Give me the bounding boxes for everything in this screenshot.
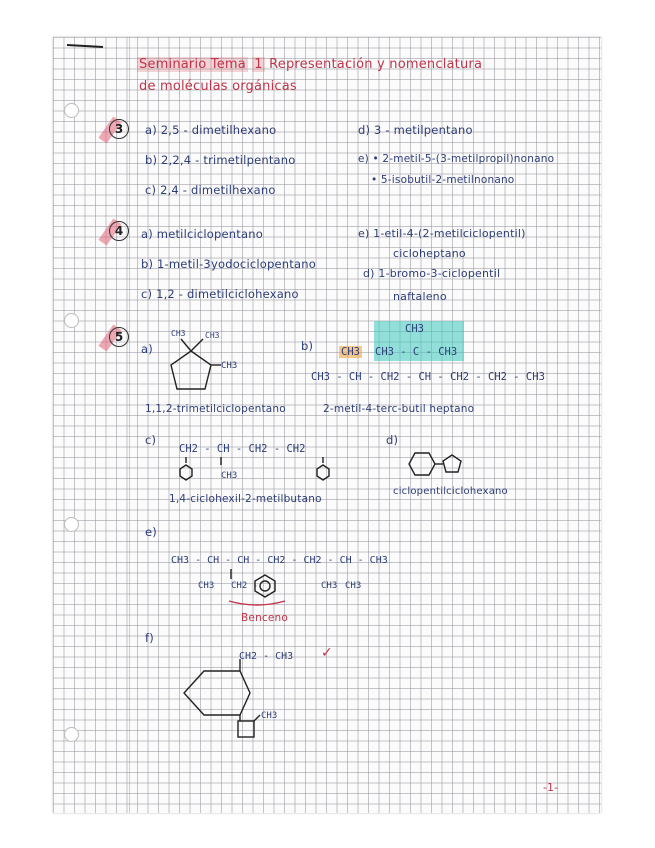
cyclohexane-cyclobutane-structure: [178, 659, 288, 749]
answer-5a-label: a): [141, 342, 153, 356]
page-number: -1-: [543, 781, 558, 794]
answer-4e-line2: cicloheptano: [393, 247, 466, 260]
answer-5f-label: f): [145, 631, 154, 645]
orange-highlight: CH3: [341, 346, 360, 358]
chem-group: [339, 346, 362, 358]
page-title-line2: de moléculas orgánicas: [139, 79, 297, 94]
answer-3e-line1: e) • 2-metil-5-(3-metilpropil)nonano: [358, 153, 555, 165]
answer-3b: b) 2,2,4 - trimetilpentano: [145, 153, 296, 167]
answer-5d-name: ciclopentilciclohexano: [393, 486, 508, 497]
answer-3a: a) 2,5 - dimetilhexano: [145, 123, 277, 137]
chem-main-chain: CH3 - CH - CH2 - CH - CH2 - CH2 - CH3: [311, 371, 545, 383]
margin-line: [129, 37, 130, 813]
answer-5b-label: b): [301, 339, 314, 353]
chem-main-chain: CH3 - CH - CH - CH2 - CH2 - CH - CH3: [171, 555, 388, 566]
answer-4a: a) metilciclopentano: [141, 227, 263, 241]
binder-hole: [64, 103, 79, 118]
page-title-line1: [137, 57, 482, 72]
substituent-label: CH3: [205, 331, 220, 340]
bicyclic-structure: [403, 451, 468, 479]
answer-5c-label: c): [145, 433, 157, 447]
answer-5b-name: 2-metil-4-terc-butil heptano: [323, 403, 475, 415]
substituent-label: CH3: [221, 471, 238, 481]
substituent-label: CH3: [261, 711, 278, 721]
answer-4d-line2: naftaleno: [393, 290, 447, 303]
chem-group: CH3 - C - CH3: [375, 346, 458, 358]
cyclohexyl-rings: [181, 457, 331, 485]
substituent-label: CH3: [171, 329, 186, 338]
chem-group: CH3: [405, 323, 424, 335]
chem-group: CH2 - CH3: [239, 651, 294, 662]
answer-3e-line2: • 5-isobutil-2-metilnonano: [371, 174, 515, 186]
substituent-label: CH3: [198, 581, 215, 591]
chem-main-chain: CH2 - CH - CH2 - CH2: [179, 443, 306, 455]
answer-4c: c) 1,2 - dimetilciclohexano: [141, 287, 299, 301]
benzene-structure: [223, 569, 293, 609]
check-mark: ✓: [321, 645, 333, 661]
top-rule-mark: [67, 44, 103, 48]
title-part: 1: [254, 57, 263, 72]
substituent-label: CH3: [345, 581, 362, 591]
substituent-label: CH3: [321, 581, 338, 591]
answer-3c: c) 2,4 - dimetilhexano: [145, 183, 276, 197]
answer-5a-name: 1,1,2-trimetilciclopentano: [145, 403, 286, 415]
substituent-label: CH3: [221, 361, 238, 371]
answer-3d: d) 3 - metilpentano: [358, 123, 473, 137]
cyclopentane-structure: [163, 337, 223, 393]
title-part: Representación y nomenclatura: [269, 57, 483, 72]
notebook-page: [53, 37, 601, 813]
benzene-note: Benceno: [241, 612, 289, 624]
binder-hole: [64, 727, 79, 742]
title-part: Seminario Tema: [139, 57, 246, 72]
answer-4d-line1: d) 1-bromo-3-ciclopentil: [363, 267, 501, 280]
question-number: 5: [109, 327, 129, 347]
question-number: 3: [109, 119, 129, 139]
answer-5c-name: 1,4-ciclohexil-2-metilbutano: [169, 493, 322, 505]
answer-4e-line1: e) 1-etil-4-(2-metilciclopentil): [358, 227, 526, 240]
answer-5d-label: d): [386, 433, 399, 447]
binder-hole: [64, 313, 79, 328]
answer-5e-label: e): [145, 525, 157, 539]
substituent-label: CH2 -: [231, 581, 259, 591]
question-number: 4: [109, 221, 129, 241]
binder-hole: [64, 517, 79, 532]
answer-4b: b) 1-metil-3yodociclopentano: [141, 257, 316, 271]
